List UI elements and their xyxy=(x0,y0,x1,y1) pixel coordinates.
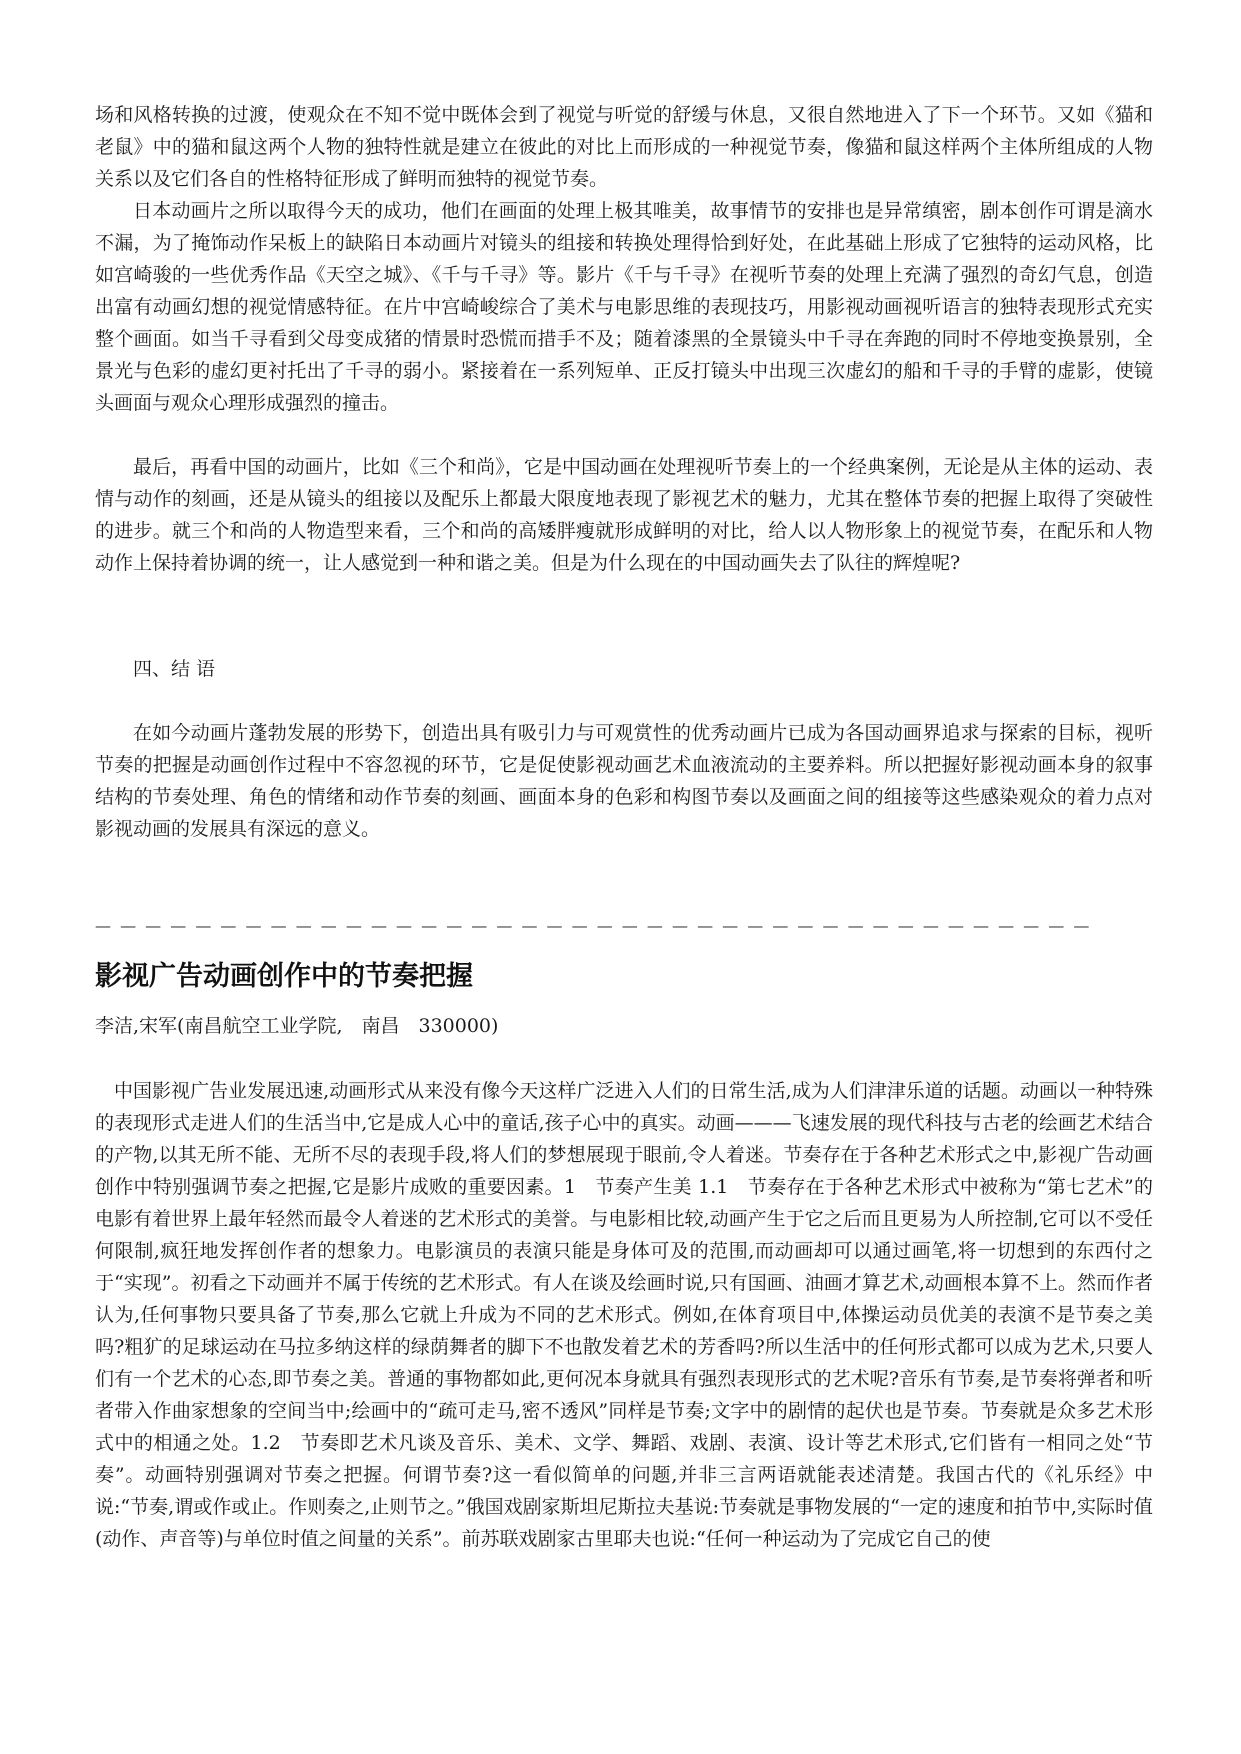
body-paragraph-1: 场和风格转换的过渡，使观众在不知不觉中既体会到了视觉与听觉的舒缓与休息，又很自然地进入了下一个环节。又如《猫和老鼠》中的猫和鼠这两个人物的独特性就是建立在彼此的对比上而形成的一种视觉节奏，像猫和鼠这样两个主体所组成的人物关系以及它们各自的性格特征形成了鲜明而独特的视觉节奏。 xyxy=(95,104,1153,190)
body-paragraph-2: 日本动画片之所以取得今天的成功，他们在画面的处理上极其唯美，故事情节的安排也是异常缜密，剧本创作可谓是滴水不漏，为了掩饰动作呆板上的缺陷日本动画片对镜头的组接和转换处理得恰到好处，在此基础上形成了它独特的运动风格，比如宫崎骏的一些优秀作品《天空之城》、《千与千寻》等。影片《千与千寻》在视听节奏的处理上充满了强烈的奇幻气息，创造出富有动画幻想的视觉情感特征。在片中宫崎峻综合了美术与电影思维的表现技巧，用影视动画视听语言的独特表现形式充实整个画面。如当千寻看到父母变成猪的情景时恐慌而措手不及；随着漆黑的全景镜头中千寻在奔跑的同时不停地变换景别，全景光与色彩的虚幻更衬托出了千寻的弱小。紧接着在一系列短单、正反打镜头中出现三次虚幻的船和千寻的手臂的虚影，使镜头画面与观众心理形成强烈的撞击。 xyxy=(95,200,1153,414)
article-title: 影视广告动画创作中的节奏把握 xyxy=(95,961,473,992)
body-paragraph-4: 在如今动画片蓬勃发展的形势下，创造出具有吸引力与可观赏性的优秀动画片已成为各国动画界追求与探索的目标，视听节奏的把握是动画创作过程中不容忽视的环节，它是促使影视动画艺术血液流动的主要养料。所以把握好影视动画本身的叙事结构的节奏处理、角色的情绪和动作节奏的刻画、画面本身的色彩和构图节奏以及画面之间的组接等这些感染观众的着力点对影视动画的发展具有深远的意义。 xyxy=(95,722,1153,840)
article-divider: — — — — — — — — — — — — — — — — — — — — — — — — — — — — — — — — — — — — — — — — xyxy=(95,916,1092,935)
section-heading-conclusion: 四、结 语 xyxy=(133,658,216,680)
article-byline: 李洁,宋军(南昌航空工业学院, 南昌 330000) xyxy=(95,1015,499,1037)
article-body: 中国影视广告业发展迅速,动画形式从来没有像今天这样广泛进入人们的日常生活,成为人们津津乐道的话题。动画以一种特殊的表现形式走进人们的生活当中,它是成人心中的童话,孩子心中的真实。动画———飞速发展的现代科技与古老的绘画艺术结合的产物,以其无所不能、无所不尽的表现手段,将人们的梦想展现于眼前,令人着迷。节奏存在于各种艺术形式之中,影视广告动画创作中特别强调节奏之把握,它是影片成败的重要因素。1 节奏产生美 1.1 节奏存在于各种艺术形式中被称为“第七艺术”的电影有着世界上最年轻然而最令人着迷的艺术形式的美誉。与电影相比较,动画产生于它之后而且更易为人所控制,它可以不受任何限制,疯狂地发挥创作者的想象力。电影演员的表演只能是身体可及的范围,而动画却可以通过画笔,将一切想到的东西付之于“实现”。初看之下动画并不属于传统的艺术形式。有人在谈及绘画时说,只有国画、油画才算艺术,动画根本算不上。然而作者认为,任何事物只要具备了节奏,那么它就上升成为不同的艺术形式。例如,在体育项目中,体操运动员优美的表演不是节奏之美吗?粗犷的足球运动在马拉多纳这样的绿荫舞者的脚下不也散发着艺术的芳香吗?所以生活中的任何形式都可以成为艺术,只要人们有一个艺术的心态,即节奏之美。普通的事物都如此,更何况本身就具有强烈表现形式的艺术呢?音乐有节奏,是节奏将弹者和听者带入作曲家想象的空间当中;绘画中的“疏可走马,密不透风”同样是节奏;文字中的剧情的起伏也是节奏。节奏就是众多艺术形式中的相通之处。1.2 节奏即艺术凡谈及音乐、美术、文学、舞蹈、戏剧、表演、设计等艺术形式,它们皆有一相同之处“节奏”。动画特别强调对节奏之把握。何谓节奏?这一看似简单的问题,并非三言两语就能表述清楚。我国古代的《礼乐经》中说:“节奏,谓或作或止。作则奏之,止则节之。”俄国戏剧家斯坦尼斯拉夫基说:节奏就是事物发展的“一定的速度和拍节中,实际时值(动作、声音等)与单位时值之间量的关系”。前苏联戏剧家古里耶夫也说:“任何一种运动为了完成它自己的使 xyxy=(95,1080,1153,1550)
body-paragraph-3: 最后，再看中国的动画片，比如《三个和尚》，它是中国动画在处理视听节奏上的一个经典案例，无论是从主体的运动、表情与动作的刻画，还是从镜头的组接以及配乐上都最大限度地表现了影视艺术的魅力，尤其在整体节奏的把握上取得了突破性的进步。就三个和尚的人物造型来看，三个和尚的高矮胖瘦就形成鲜明的对比，给人以人物形象上的视觉节奏，在配乐和人物动作上保持着协调的统一，让人感觉到一种和谐之美。但是为什么现在的中国动画失去了队往的辉煌呢? xyxy=(95,456,1153,574)
